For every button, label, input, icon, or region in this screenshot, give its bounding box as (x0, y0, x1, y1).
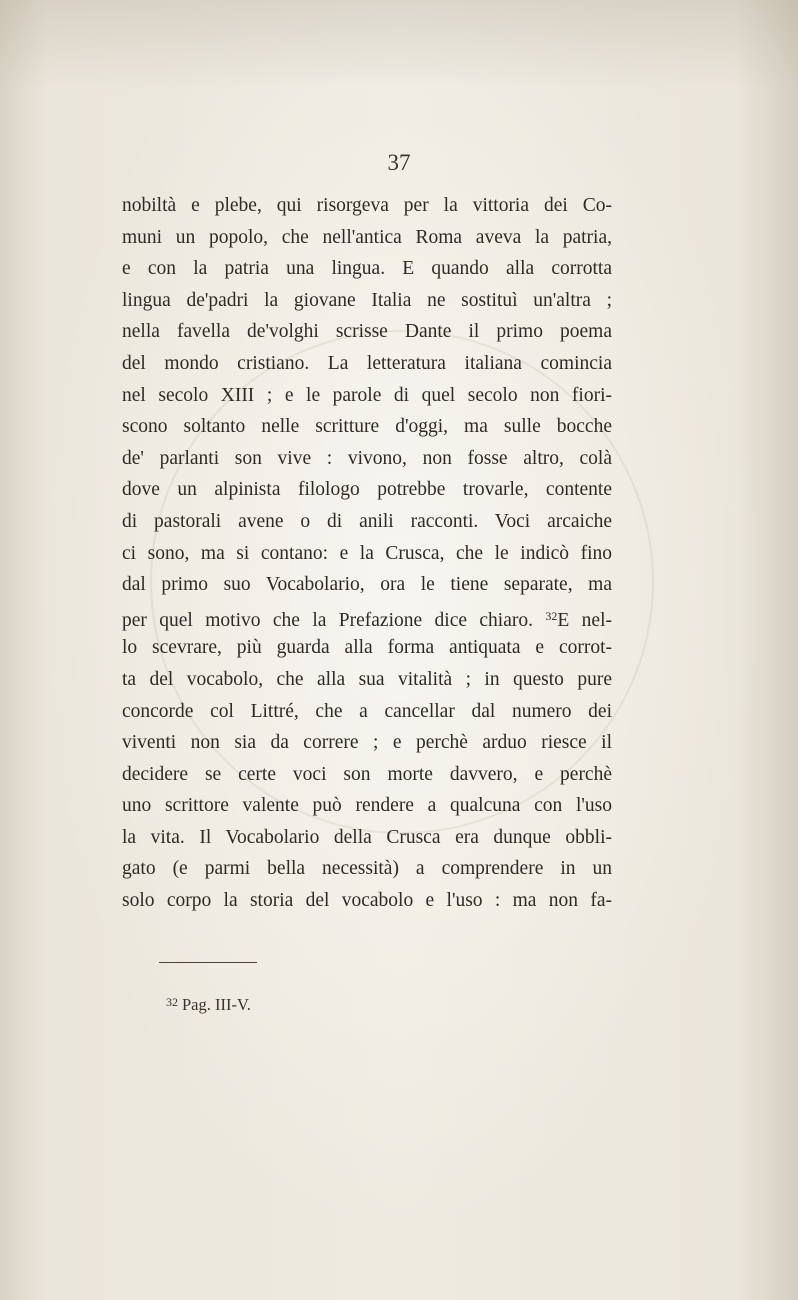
footnote (166, 995, 251, 1015)
text-line: gato (e parmi bella necessità) a comprendere in un (122, 858, 612, 880)
text-fragment: per quel motivo che la Prefazione dice chiaro. (122, 609, 533, 631)
text-line: dal primo suo Vocabolario, ora le tiene separate, ma (122, 574, 612, 596)
text-line: la vita. Il Vocabolario della Crusca era dunque obbli- (122, 826, 612, 848)
footnote-reference[interactable]: 32 (545, 608, 558, 623)
text-line: del mondo cristiano. La letteratura italiana comincia (122, 352, 612, 374)
text-line: viventi non sia da correre ; e perchè arduo riesce il (122, 732, 612, 754)
text-line: di pastorali avene o di anili racconti. Voci arcaiche (122, 510, 612, 532)
text-line: lo scevrare, più guarda alla forma antiquata e corrot- (122, 637, 612, 659)
text-line: muni un popolo, che nell'antica Roma aveva la patria, (122, 226, 612, 248)
text-line-with-footnote-ref (122, 601, 612, 633)
text-line: nobiltà e plebe, qui risorgeva per la vittoria dei Co- (122, 195, 612, 216)
page-number: 37 (387, 150, 411, 175)
text-line: nella favella de'volghi scrisse Dante il primo poema (122, 321, 612, 343)
text-line: nel secolo XIII ; e le parole di quel secolo non fiori- (122, 384, 612, 406)
text-line: ci sono, ma si contano: e la Crusca, che le indicò fino (122, 542, 612, 564)
text-line: scono soltanto nelle scritture d'oggi, ma sulle bocche (122, 416, 612, 438)
text-line: uno scrittore valente può rendere a qualcuna con l'uso (122, 795, 612, 817)
body-text (122, 190, 612, 917)
text-line: e con la patria una lingua. E quando alla corrotta (122, 258, 612, 280)
page-shadow (0, 0, 798, 90)
text-line: decidere se certe voci son morte davvero, e perchè (122, 763, 612, 785)
text-line: lingua de'padri la giovane Italia ne sostituì un'altra ; (122, 289, 612, 311)
text-fragment: E nel- (557, 609, 613, 631)
footnote-text: Pag. III-V. (182, 995, 251, 1014)
footnote-marker: 32 (166, 995, 178, 1009)
text-line: dove un alpinista filologo potrebbe trovarle, contente (122, 479, 612, 501)
text-line: solo corpo la storia del vocabolo e l'uso : ma non fa- (122, 890, 612, 912)
text-line: de' parlanti son vive : vivono, non fosse altro, colà (122, 447, 612, 469)
text-line: ta del vocabolo, che alla sua vitalità ; in questo pure (122, 668, 612, 690)
text-line: concorde col Littré, che a cancellar dal numero dei (122, 700, 612, 722)
footnote-divider (159, 962, 257, 963)
